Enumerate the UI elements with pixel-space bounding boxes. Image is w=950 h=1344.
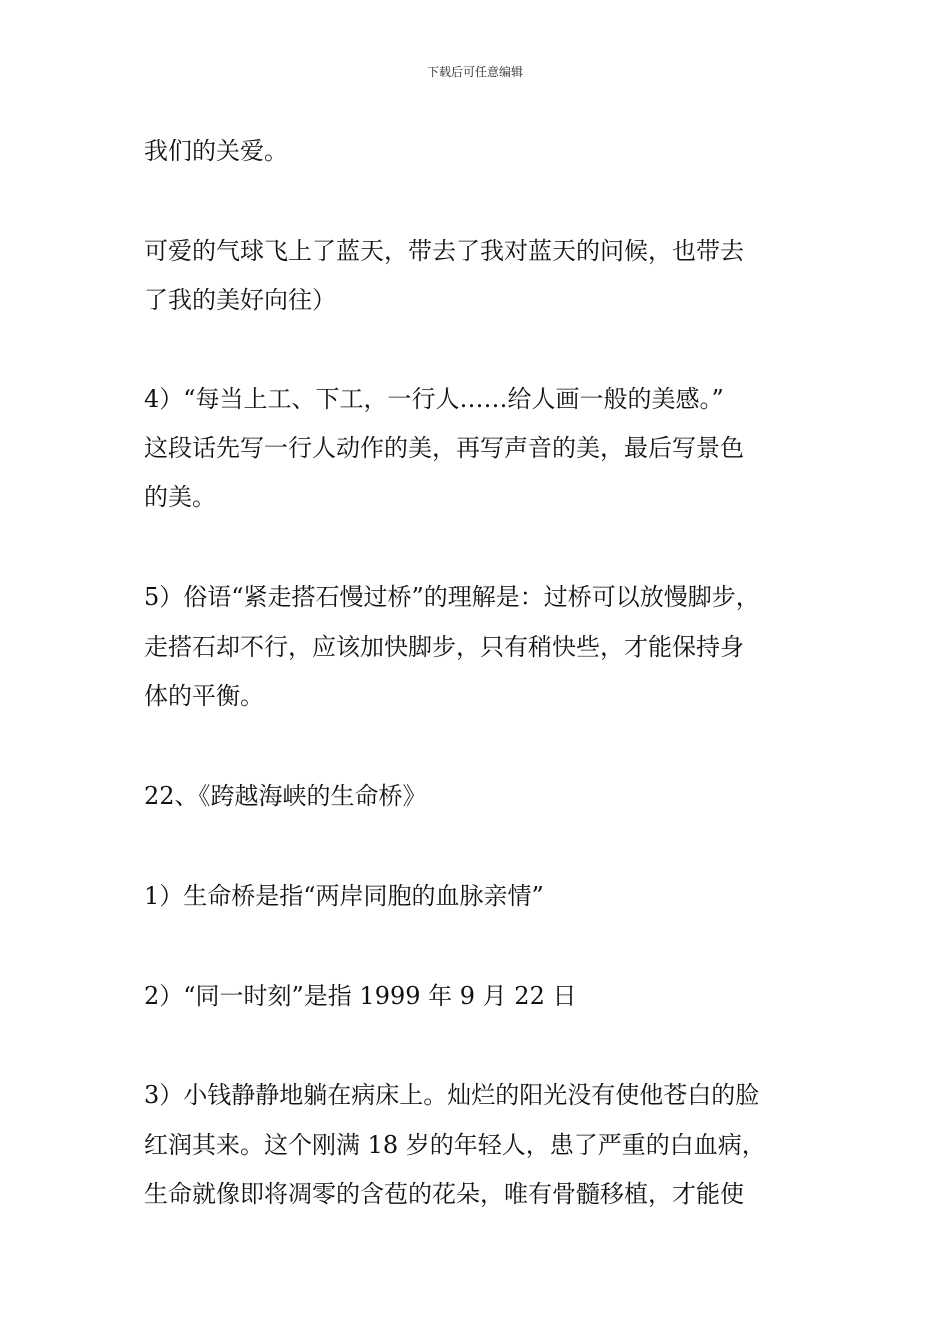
paragraph-4-line-2: 走搭石却不行，应该加快脚步，只有稍快些，才能保持身 — [144, 633, 744, 661]
answer-3-line-3: 生命就像即将凋零的含苞的花朵，唯有骨髓移植，才能使 — [144, 1180, 744, 1208]
paragraph-1-line-1: 我们的关爱。 — [144, 137, 288, 165]
section-heading: 22、《跨越海峡的生命桥》 — [144, 782, 427, 810]
answer-3-line-1: 3）小钱静静地躺在病床上。灿烂的阳光没有使他苍白的脸 — [144, 1081, 760, 1109]
paragraph-3-line-1: 4）“每当上工、下工，一行人……给人画一般的美感。” — [144, 385, 724, 413]
answer-1: 1）生命桥是指“两岸同胞的血脉亲情” — [144, 882, 544, 910]
paragraph-2-line-1: 可爱的气球飞上了蓝天，带去了我对蓝天的问候，也带去 — [144, 237, 744, 265]
paragraph-4-line-1: 5）俗语“紧走搭石慢过桥”的理解是：过桥可以放慢脚步， — [144, 583, 760, 611]
paragraph-3-line-2: 这段话先写一行人动作的美，再写声音的美，最后写景色 — [144, 434, 744, 462]
answer-2: 2）“同一时刻”是指 1999 年 9 月 22 日 — [144, 982, 577, 1010]
page-header: 下载后可任意编辑 — [426, 65, 523, 79]
paragraph-3-line-3: 的美。 — [144, 483, 216, 511]
paragraph-2-line-2: 了我的美好向往） — [144, 286, 336, 314]
paragraph-4-line-3: 体的平衡。 — [144, 682, 264, 710]
answer-3-line-2: 红润其来。这个刚满 18 岁的年轻人，患了严重的白血病， — [144, 1131, 766, 1159]
